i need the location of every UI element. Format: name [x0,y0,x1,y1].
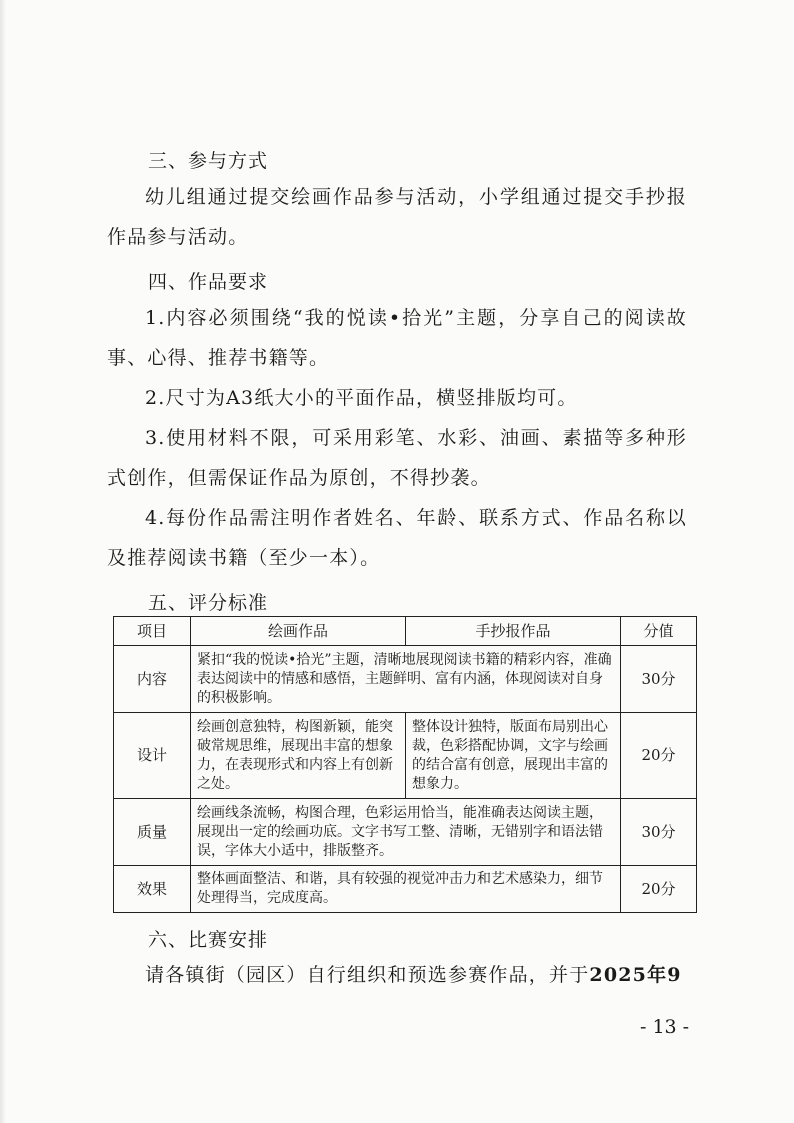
scan-edge [0,0,6,1123]
page-number: - 13 - [640,1016,690,1038]
header-newspaper: 手抄报作品 [406,617,621,646]
section-4-item-1 [107,298,687,378]
section-6-date-bold: 2025年9 [589,964,682,986]
header-painting: 绘画作品 [191,617,406,646]
row-criteria: 绘画线条流畅，构图合理，色彩运用恰当，能准确表达阅读主题，展现出一定的绘画功底。文字书写工整、清晰，无错别字和语法错误，字体大小适中，排版整齐。 [191,799,621,866]
row-score: 30分 [621,799,697,866]
table-row-quality [114,799,697,866]
row-criteria: 整体画面整洁、和谐，具有较强的视觉冲击力和艺术感染力，细节处理得当，完成度高。 [191,866,621,913]
section-4-item-1-text: 1.内容必须围绕“我的悦读•拾光”主题，分享自己的阅读故事、心得、推荐书籍等。 [107,307,687,369]
scoring-table [113,616,697,913]
section-4-item-3-text: 3.使用材料不限，可采用彩笔、水彩、油画、素描等多种形式创作，但需保证作品为原创，不得抄袭。 [107,427,687,489]
row-score: 20分 [621,866,697,913]
table-row-design [114,713,697,799]
section-6-text-normal: 请各镇街（园区）自行组织和预选参赛作品，并于 [145,964,590,986]
row-criteria: 紧扣“我的悦读•拾光”主题，清晰地展现阅读书籍的精彩内容，准确表达阅读中的情感和感悟，主题鲜明、富有内涵，体现阅读对自身的积极影响。 [191,646,621,713]
header-score: 分值 [621,617,697,646]
row-criteria-newspaper: 整体设计独特，版面布局别出心裁，色彩搭配协调，文字与绘画的结合富有创意，展现出丰富的想象力。 [406,713,621,799]
section-4-item-2 [107,378,687,418]
section-6-text [107,955,687,995]
section-6-title: 六、比赛安排 [148,929,269,951]
section-3-text: 幼儿组通过提交绘画作品参与活动，小学组通过提交手抄报作品参与活动。 [107,186,687,248]
section-4-title: 四、作品要求 [148,271,269,293]
row-score: 30分 [621,646,697,713]
section-4-item-3 [107,418,687,498]
section-4-item-4 [107,498,687,578]
table-header-row [114,617,697,646]
section-4-item-4-text: 4.每份作品需注明作者姓名、年龄、联系方式、作品名称以及推荐阅读书籍（至少一本）。 [107,507,687,569]
section-3-title: 三、参与方式 [148,150,269,172]
row-score: 20分 [621,713,697,799]
row-criteria-painting: 绘画创意独特，构图新颖，能突破常规思维，展现出丰富的想象力，在表现形式和内容上有创新之处。 [191,713,406,799]
row-category: 设计 [114,713,191,799]
section-3-paragraph [107,177,687,257]
section-5-title: 五、评分标准 [148,592,269,614]
row-category: 质量 [114,799,191,866]
table-row-effect [114,866,697,913]
table-row-content [114,646,697,713]
row-category: 效果 [114,866,191,913]
row-category: 内容 [114,646,191,713]
section-6-paragraph [107,955,687,995]
section-4-item-2-text: 2.尺寸为A3纸大小的平面作品，横竖排版均可。 [145,387,578,409]
header-item: 项目 [114,617,191,646]
